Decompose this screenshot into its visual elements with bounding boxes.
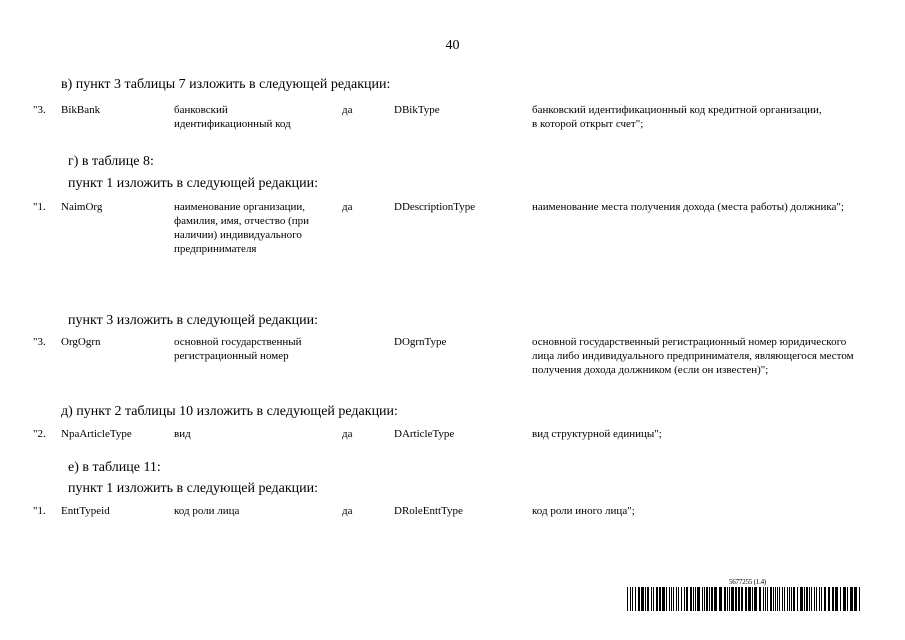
element-note: основной государственный регистрационный номер юридического лица либо индивидуального предпринимателя, являющегося местом получения дохода должником (если он известен)"; — [532, 336, 854, 376]
required-flag: да — [342, 505, 353, 517]
element-type: DArticleType — [394, 428, 455, 440]
section-g-item1-heading: пункт 1 изложить в следующей редакции: — [68, 176, 318, 191]
section-g-heading: г) в таблице 8: — [68, 154, 154, 169]
element-name: NpaArticleType — [61, 428, 132, 440]
element-note: банковский идентификационный код кредитной организации, в которой открыт счет"; — [532, 104, 822, 130]
element-name: EnttTypeid — [61, 505, 110, 517]
table-row — [0, 335, 905, 397]
element-description: основной государственный регистрационный номер — [174, 336, 302, 362]
row-number: "1. — [33, 505, 46, 517]
element-type: DBikType — [394, 104, 440, 116]
element-type: DOgrnType — [394, 336, 447, 348]
table-row — [0, 200, 905, 290]
section-g-item3-heading: пункт 3 изложить в следующей редакции: — [68, 313, 318, 328]
element-name: NaimOrg — [61, 201, 103, 213]
section-v-heading: в) пункт 3 таблицы 7 изложить в следующей редакции: — [61, 77, 391, 92]
section-e-heading: е) в таблице 11: — [68, 460, 161, 475]
row-number: "1. — [33, 201, 46, 213]
element-description: код роли лица — [174, 505, 240, 517]
element-note: код роли иного лица"; — [532, 505, 635, 517]
table-row — [0, 103, 905, 149]
row-number: "2. — [33, 428, 46, 440]
element-description: банковский идентификационный код — [174, 104, 291, 130]
barcode-image — [627, 587, 862, 611]
row-number: "3. — [33, 104, 46, 116]
element-name: BikBank — [61, 104, 101, 116]
element-name: OrgOgrn — [61, 336, 101, 348]
barcode-caption: 5677255 (1.4) — [729, 578, 767, 586]
section-e-item1-heading: пункт 1 изложить в следующей редакции: — [68, 481, 318, 496]
table-row — [0, 427, 905, 443]
element-note: вид структурной единицы"; — [532, 428, 662, 440]
required-flag: да — [342, 201, 353, 213]
row-number: "3. — [33, 336, 46, 348]
required-flag: да — [342, 104, 353, 116]
element-type: DDescriptionType — [394, 201, 476, 213]
element-type: DRoleEnttType — [394, 505, 463, 517]
section-d-heading: д) пункт 2 таблицы 10 изложить в следующей редакции: — [61, 404, 398, 419]
element-description: вид — [174, 428, 191, 440]
page-number: 40 — [445, 38, 460, 53]
element-note: наименование места получения дохода (места работы) должника"; — [532, 201, 844, 213]
element-description: наименование организации, фамилия, имя, отчество (при наличии) индивидуального предпринимателя — [174, 201, 310, 255]
required-flag: да — [342, 428, 353, 440]
table-row — [0, 504, 905, 520]
